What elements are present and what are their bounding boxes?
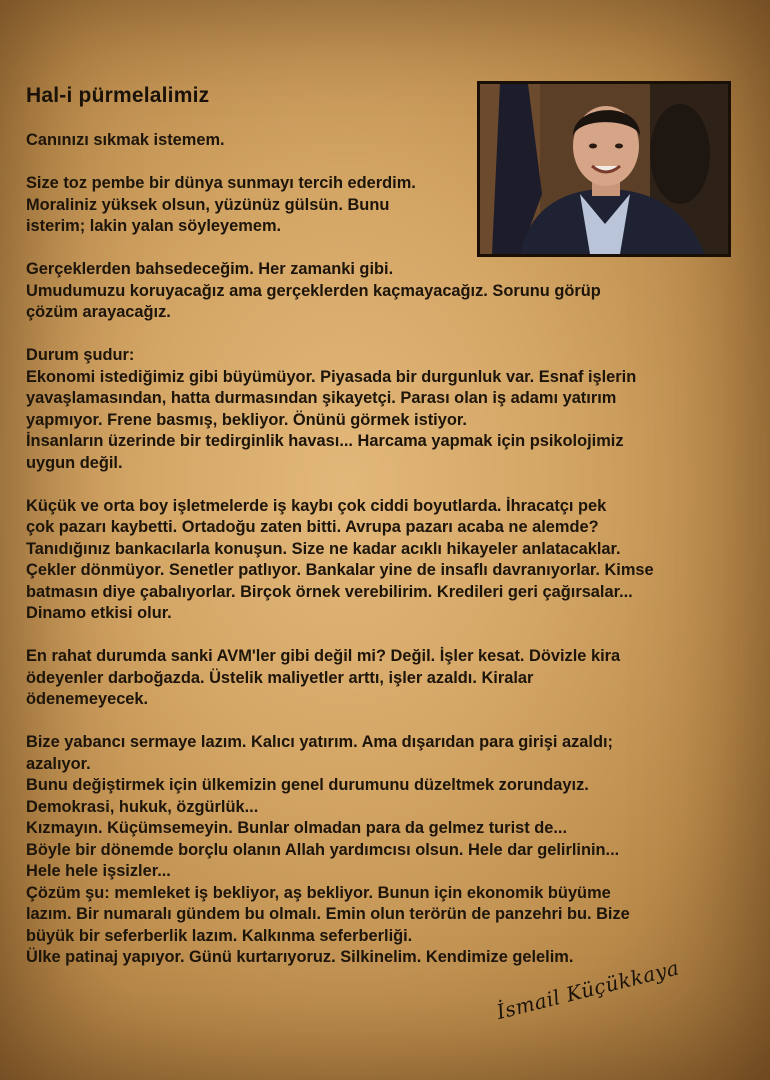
text-line: Tanıdığınız bankacılarla konuşun. Size ne kadar acıklı hikayeler anlatacaklar. (26, 539, 621, 558)
text-line: Umudumuzu koruyacağız ama gerçeklerden kaçmayacağız. Sorunu görüp (26, 281, 601, 300)
text-line: Bize yabancı sermaye lazım. Kalıcı yatırım. Ama dışarıdan para girişi azaldı; (26, 733, 613, 751)
text-line: Demokrasi, hukuk, özgürlük... (26, 797, 259, 816)
text-line: yapmıyor. Frene basmış, bekliyor. Önünü görmek istiyor. (26, 410, 467, 429)
text-line: Küçük ve orta boy işletmelerde iş kaybı çok ciddi boyutlarda. İhracatçı pek (26, 496, 607, 515)
text-line: Ekonomi istediğimiz gibi büyümüyor. Piyasada bir durgunluk var. Esnaf işlerin (26, 367, 637, 386)
text-line: Çekler dönmüyor. Senetler patlıyor. Bankalar yine de insaflı davranıyorlar. Kimse (26, 561, 654, 579)
author-signature: İsmail Küçükkaya (494, 955, 682, 1024)
text-line: batmasın diye çabalıyorlar. Birçok örnek verebilirim. Kredileri geri çağırsalar... (26, 582, 633, 601)
paragraph-gap (26, 324, 746, 346)
article-body (26, 130, 746, 969)
text-line: büyük bir seferberlik lazım. Kalkınma seferberliği. (26, 926, 413, 945)
paragraph-gap (26, 238, 746, 260)
text-line: çözüm arayacağız. (26, 303, 171, 321)
text-line: Hele hele işsizler... (26, 862, 171, 880)
paragraph-gap (26, 625, 746, 647)
paragraph-gap (26, 474, 746, 496)
text-line: isterim; lakin yalan söyleyemem. (26, 217, 282, 235)
paragraph-gap (26, 711, 746, 733)
text-line: yavaşlamasından, hatta durmasından şikayetçi. Parası olan iş adamı yatırım (26, 389, 617, 407)
text-line: Ülke patinaj yapıyor. Günü kurtarıyoruz. Silkinelim. Kendimize gelelim. (26, 948, 574, 966)
text-line: ödeyenler darboğazda. Üstelik maliyetler arttı, işler azaldı. Kiralar (26, 668, 534, 687)
text-line: ödenemeyecek. (26, 690, 149, 708)
text-line: Çözüm şu: memleket iş bekliyor, aş bekliyor. Bunun için ekonomik büyüme (26, 883, 611, 902)
text-line: Dinamo etkisi olur. (26, 604, 172, 622)
text-line: azalıyor. (26, 754, 91, 773)
text-line: lazım. Bir numaralı gündem bu olmalı. Emin olun terörün de panzehri bu. Bize (26, 905, 630, 923)
text-line: uygun değil. (26, 453, 123, 472)
text-line: Bunu değiştirmek için ülkemizin genel durumunu düzeltmek zorundayız. (26, 776, 589, 794)
text-line: Kızmayın. Küçümsemeyin. Bunlar olmadan para da gelmez turist de... (26, 819, 568, 837)
text-line: Gerçeklerden bahsedeceğim. Her zamanki gibi. (26, 260, 394, 278)
text-line: Canınızı sıkmak istemem. (26, 131, 225, 149)
text-line: En rahat durumda sanki AVM'ler gibi değil mi? Değil. İşler kesat. Dövizle kira (26, 647, 621, 665)
text-line: çok pazarı kaybetti. Ortadoğu zaten bitti. Avrupa pazarı acaba ne alemde? (26, 518, 599, 536)
text-line: İnsanların üzerinde bir tedirginlik havası... Harcama yapmak için psikolojimiz (26, 432, 624, 450)
paragraph-gap (26, 152, 746, 174)
text-line: Moraliniz yüksek olsun, yüzünüz gülsün. Bunu (26, 195, 390, 214)
text-line: Böyle bir dönemde borçlu olanın Allah yardımcısı olsun. Hele dar gelirlinin... (26, 840, 620, 859)
text-line: Durum şudur: (26, 346, 135, 364)
article-title: Hal-i pürmelalimiz (26, 84, 210, 107)
text-line: Size toz pembe bir dünya sunmayı tercih ederdim. (26, 174, 416, 192)
